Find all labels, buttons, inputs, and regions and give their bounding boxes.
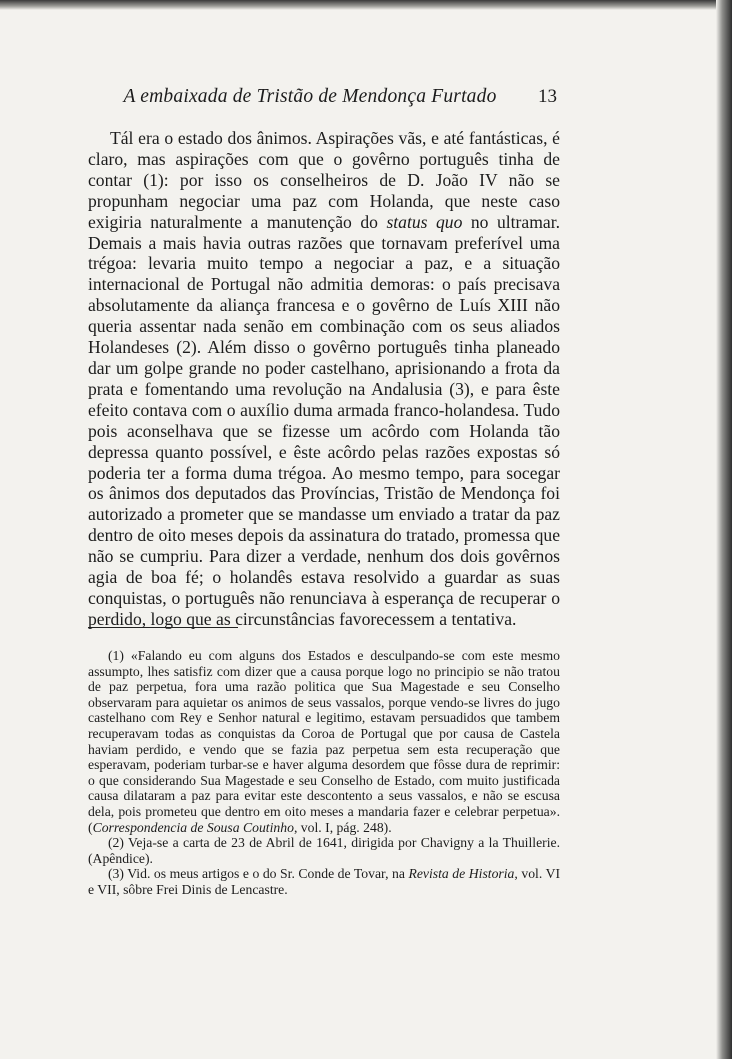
- footnotes: [88, 648, 560, 898]
- footnote-1-tail: , vol. I, pág. 248).: [293, 819, 392, 835]
- footnote-separator: [88, 627, 238, 628]
- paragraph-italic-phrase: status quo: [386, 211, 463, 232]
- page-top-edge: [0, 0, 732, 10]
- footnote-3-text: (3) Vid. os meus artigos e o do Sr. Conde de Tovar, na: [108, 866, 409, 882]
- main-text: [88, 128, 560, 630]
- footnote-1-title: Correspondencia de Sousa Coutinho: [92, 819, 294, 835]
- paragraph-text-part1: Tál era o estado dos ânimos. Aspirações vãs, e até fantásticas, é claro, mas aspirações com que o govêrno português tinha de contar (1): por isso os conselheiros de D. João IV não se propunham negociar uma paz com Holanda, que neste caso exigiria naturalmente a manutenção do: [88, 128, 560, 232]
- main-paragraph: [88, 128, 560, 630]
- page-binding-shadow: [716, 0, 732, 1059]
- footnote-3: [88, 866, 560, 897]
- footnote-2-text: (2) Veja-se a carta de 23 de Abril de 1641, dirigida por Chavigny a la Thuillerie. (Apêndice).: [88, 835, 560, 866]
- paragraph-text-part2: no ultramar. Demais a mais havia outras razões que tornavam preferível uma trégoa: levaria muito tempo a negociar a paz, e a situação internacional de Portugal não admitia demoras: o país precisava absolutamente da aliança francesa e o govêrno de Luís XIII não queria assentar nada senão em combinação com os seus aliados Holandeses (2). Além disso o govêrno português tinha planeado dar um golpe grande no poder castelhano, aprisionando a frota da prata e fomentando uma revolução na Andalusia (3), e para êste efeito contava com o auxílio duma armada franco-holandesa. Tudo pois aconselhava que se fizesse um acôrdo com Holanda tão depressa quanto possível, e êste acôrdo pelas razões expostas só poderia ter a forma duma trégoa. Ao mesmo tempo, para socegar os ânimos dos deputados das Províncias, Tristão de Mendonça foi autorizado a prometer que se mandasse um enviado a tratar da paz dentro de oito meses depois da assinatura do tratado, promessa que não se cumpriu. Para dizer a verdade, nenhum dos dois govêrnos agia de boa fé; o holandês estava resolvido a guardar as suas conquistas, o português não renunciava à esperança de recuperar o perdido, logo que as circunstâncias favorecessem a tentativa.: [88, 211, 560, 629]
- page-number: 13: [538, 86, 557, 107]
- footnote-1-text: (1) «Falando eu com alguns dos Estados e desculpando-se com este mesmo assumpto, lhes satisfiz com dizer que a causa porque logo no principio se não tratou de paz perpetua, fora uma razão politica que Sua Magestade e seu Conselho observaram para aquietar os animos de seus vassalos, porque vendo-se livres do jugo castelhano com Rey e Senhor natural e legitimo, estavam persuadidos que tambem recuperavam todas as conquistas da Coroa de Portugal que por causa de Castela haviam perdido, e vendo que se fazia paz perpetua sem esta recuperação que esperavam, poderiam turbar-se e haver alguma desordem que fôsse dura de reprimir: o que considerando Sua Magestade e seu Conselho de Estado, com muito justificada causa dilataram a paz para evitar este descontento a seus vassalos, e não se escusa dela, pois prometeu que dentro em oito meses a mandaria fazer e celebrar perpetua». (: [88, 648, 560, 835]
- footnote-3-title: Revista de Historia: [408, 866, 515, 882]
- footnote-2: [88, 835, 560, 866]
- footnote-1: [88, 648, 560, 835]
- running-title: A embaixada de Tristão de Mendonça Furtado: [123, 86, 497, 107]
- footnote-3-tail: , vol. VI e VII, sôbre Frei Dinis de Lencastre.: [88, 866, 561, 897]
